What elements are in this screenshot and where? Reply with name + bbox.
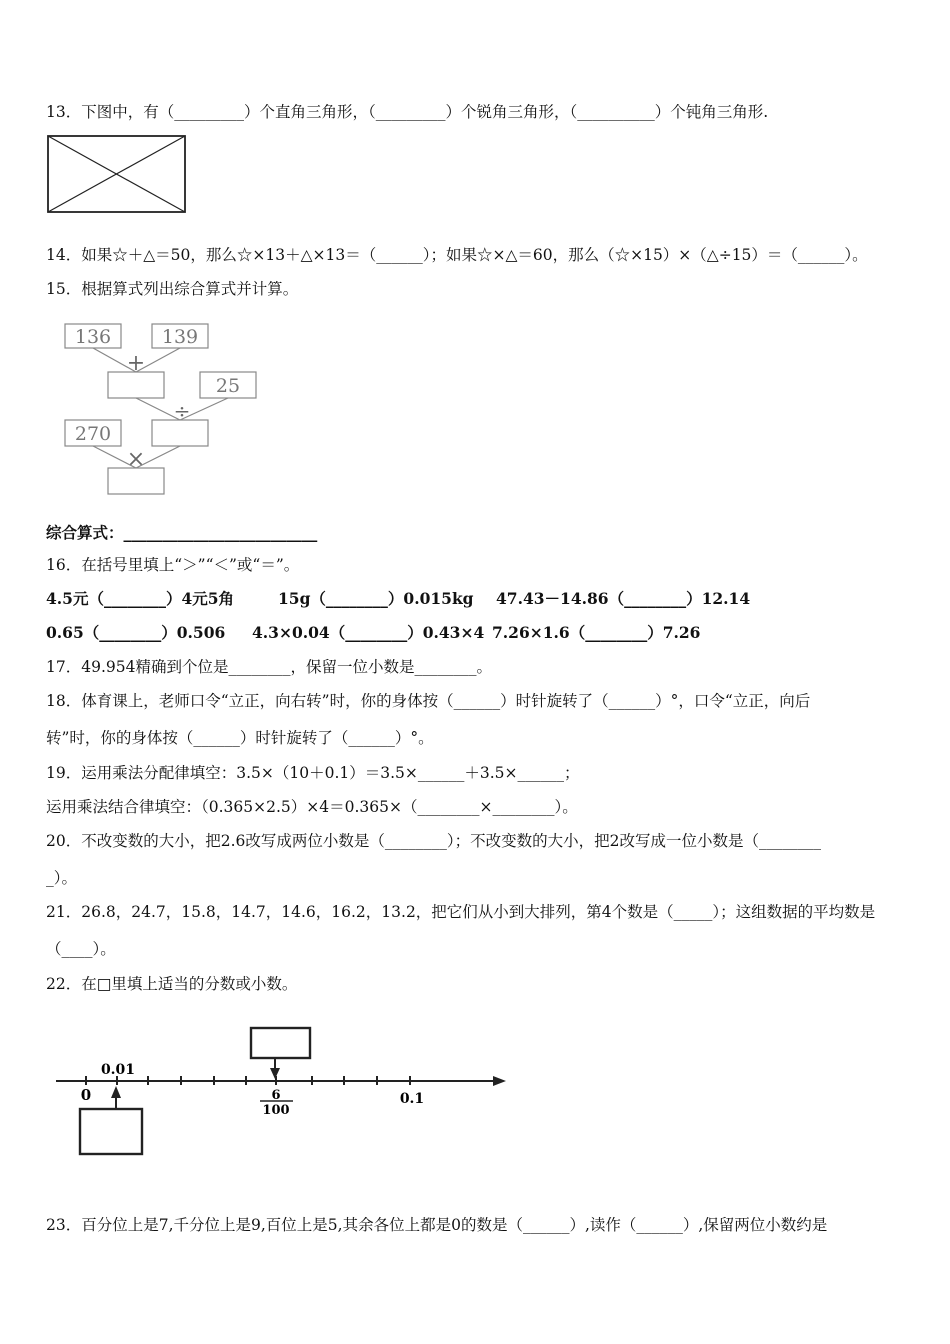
compare-item-6-text: 7.26×1.6（________）7.26 [492,623,701,642]
composite-expression-label: 综合算式：_________________________ [46,523,318,542]
compare-item-6 [492,622,700,644]
question-13 [46,101,768,123]
compare-item-1-text: 4.5元（________）4元5角 [46,589,235,608]
question-16-text: 16．在括号里填上“＞”“＜”或“＝”。 [46,556,300,574]
answer-box-top [251,1028,310,1058]
number-line-label-frac-den: 100 [262,1103,290,1118]
compare-item-4 [46,622,225,644]
question-14 [46,244,868,266]
diagram-times-sign: × [126,447,146,472]
compare-item-2 [278,588,474,610]
question-23 [46,1214,827,1236]
question-20-text-1: 20．不改变数的大小，把2.6改写成两位小数是（________）；不改变数的大小，把2改写成一位小数是（________ [46,832,821,850]
diagram-box-136: 136 [74,326,112,348]
question-15 [46,278,298,300]
question-14-text: 14．如果☆＋△＝50，那么☆×13＋△×13＝（______）；如果☆×△＝60，那么（☆×15）×（△÷15）＝（______）。 [46,246,868,264]
diagram-box-270: 270 [74,423,112,445]
question-17-text: 17．49.954精确到个位是________，保留一位小数是________。 [46,658,492,676]
diagram-divide-sign: ÷ [173,399,191,423]
question-21-line-1 [46,901,875,923]
question-16 [46,554,299,576]
number-line-label-frac-num: 6 [271,1088,281,1103]
question-20-line-2 [46,867,77,889]
compare-item-3-text: 47.43－14.86（________）12.14 [496,589,751,608]
question-23-text: 23．百分位上是7,千分位上是9,百位上是5,其余各位上都是0的数是（______）,读作（______）,保留两位小数约是 [46,1216,828,1234]
answer-box-bottom [80,1109,142,1154]
number-line-label-end: 0.1 [399,1091,425,1107]
compare-item-5-text: 4.3×0.04（________）0.43×4 [252,623,485,642]
compare-item-5 [252,622,484,644]
question-20-text-2: _）。 [46,869,78,887]
question-21-text-2: （____）。 [46,940,116,958]
calculation-flow-diagram [56,318,276,503]
rectangle-diagonals-figure [46,134,188,216]
question-22-text: 22．在□里填上适当的分数或小数。 [46,975,298,993]
compare-item-4-text: 0.65（________）0.506 [46,623,226,642]
question-19-text-1: 19．运用乘法分配律填空：3.5×（10＋0.1）＝3.5×______＋3.5×______； [46,764,580,782]
number-line-figure [50,1022,520,1162]
question-20-line-1 [46,830,821,852]
compare-item-2-text: 15g（________）0.015kg [278,589,474,608]
question-19-line-1 [46,762,580,784]
question-13-text: 13．下图中，有（_________）个直角三角形，（_________）个锐角三角形，（__________）个钝角三角形. [46,103,769,121]
diagram-box-139: 139 [161,326,199,348]
question-21-text-1: 21．26.8，24.7，15.8，14.7，14.6，16.2，13.2，把它们从小到大排列，第4个数是（_____）；这组数据的平均数是 [46,903,876,921]
compare-item-1 [46,588,234,610]
composite-expression-line [46,522,317,544]
diagram-plus-sign: + [126,351,146,376]
question-21-line-2 [46,938,116,960]
axis-arrow [493,1076,506,1086]
question-18-text-1: 18．体育课上，老师口令“立正，向右转”时，你的身体按（______）时针旋转了（______）°，口令“立正，向后 [46,692,811,710]
diagram-box-25: 25 [215,375,241,397]
question-19-text-2: 运用乘法结合律填空：（0.365×2.5）×4＝0.365×（________×________）。 [46,798,578,816]
question-22 [46,973,297,995]
question-18-line-1 [46,690,810,712]
question-15-text: 15．根据算式列出综合算式并计算。 [46,280,299,298]
question-17 [46,656,492,678]
number-line-label-first-tick: 0.01 [100,1062,136,1078]
number-line-label-zero: 0 [80,1086,92,1104]
compare-item-3 [496,588,750,610]
question-18-text-2: 转”时，你的身体按（______）时针旋转了（______）°。 [46,729,434,747]
question-19-line-2 [46,796,578,818]
question-18-line-2 [46,727,434,749]
